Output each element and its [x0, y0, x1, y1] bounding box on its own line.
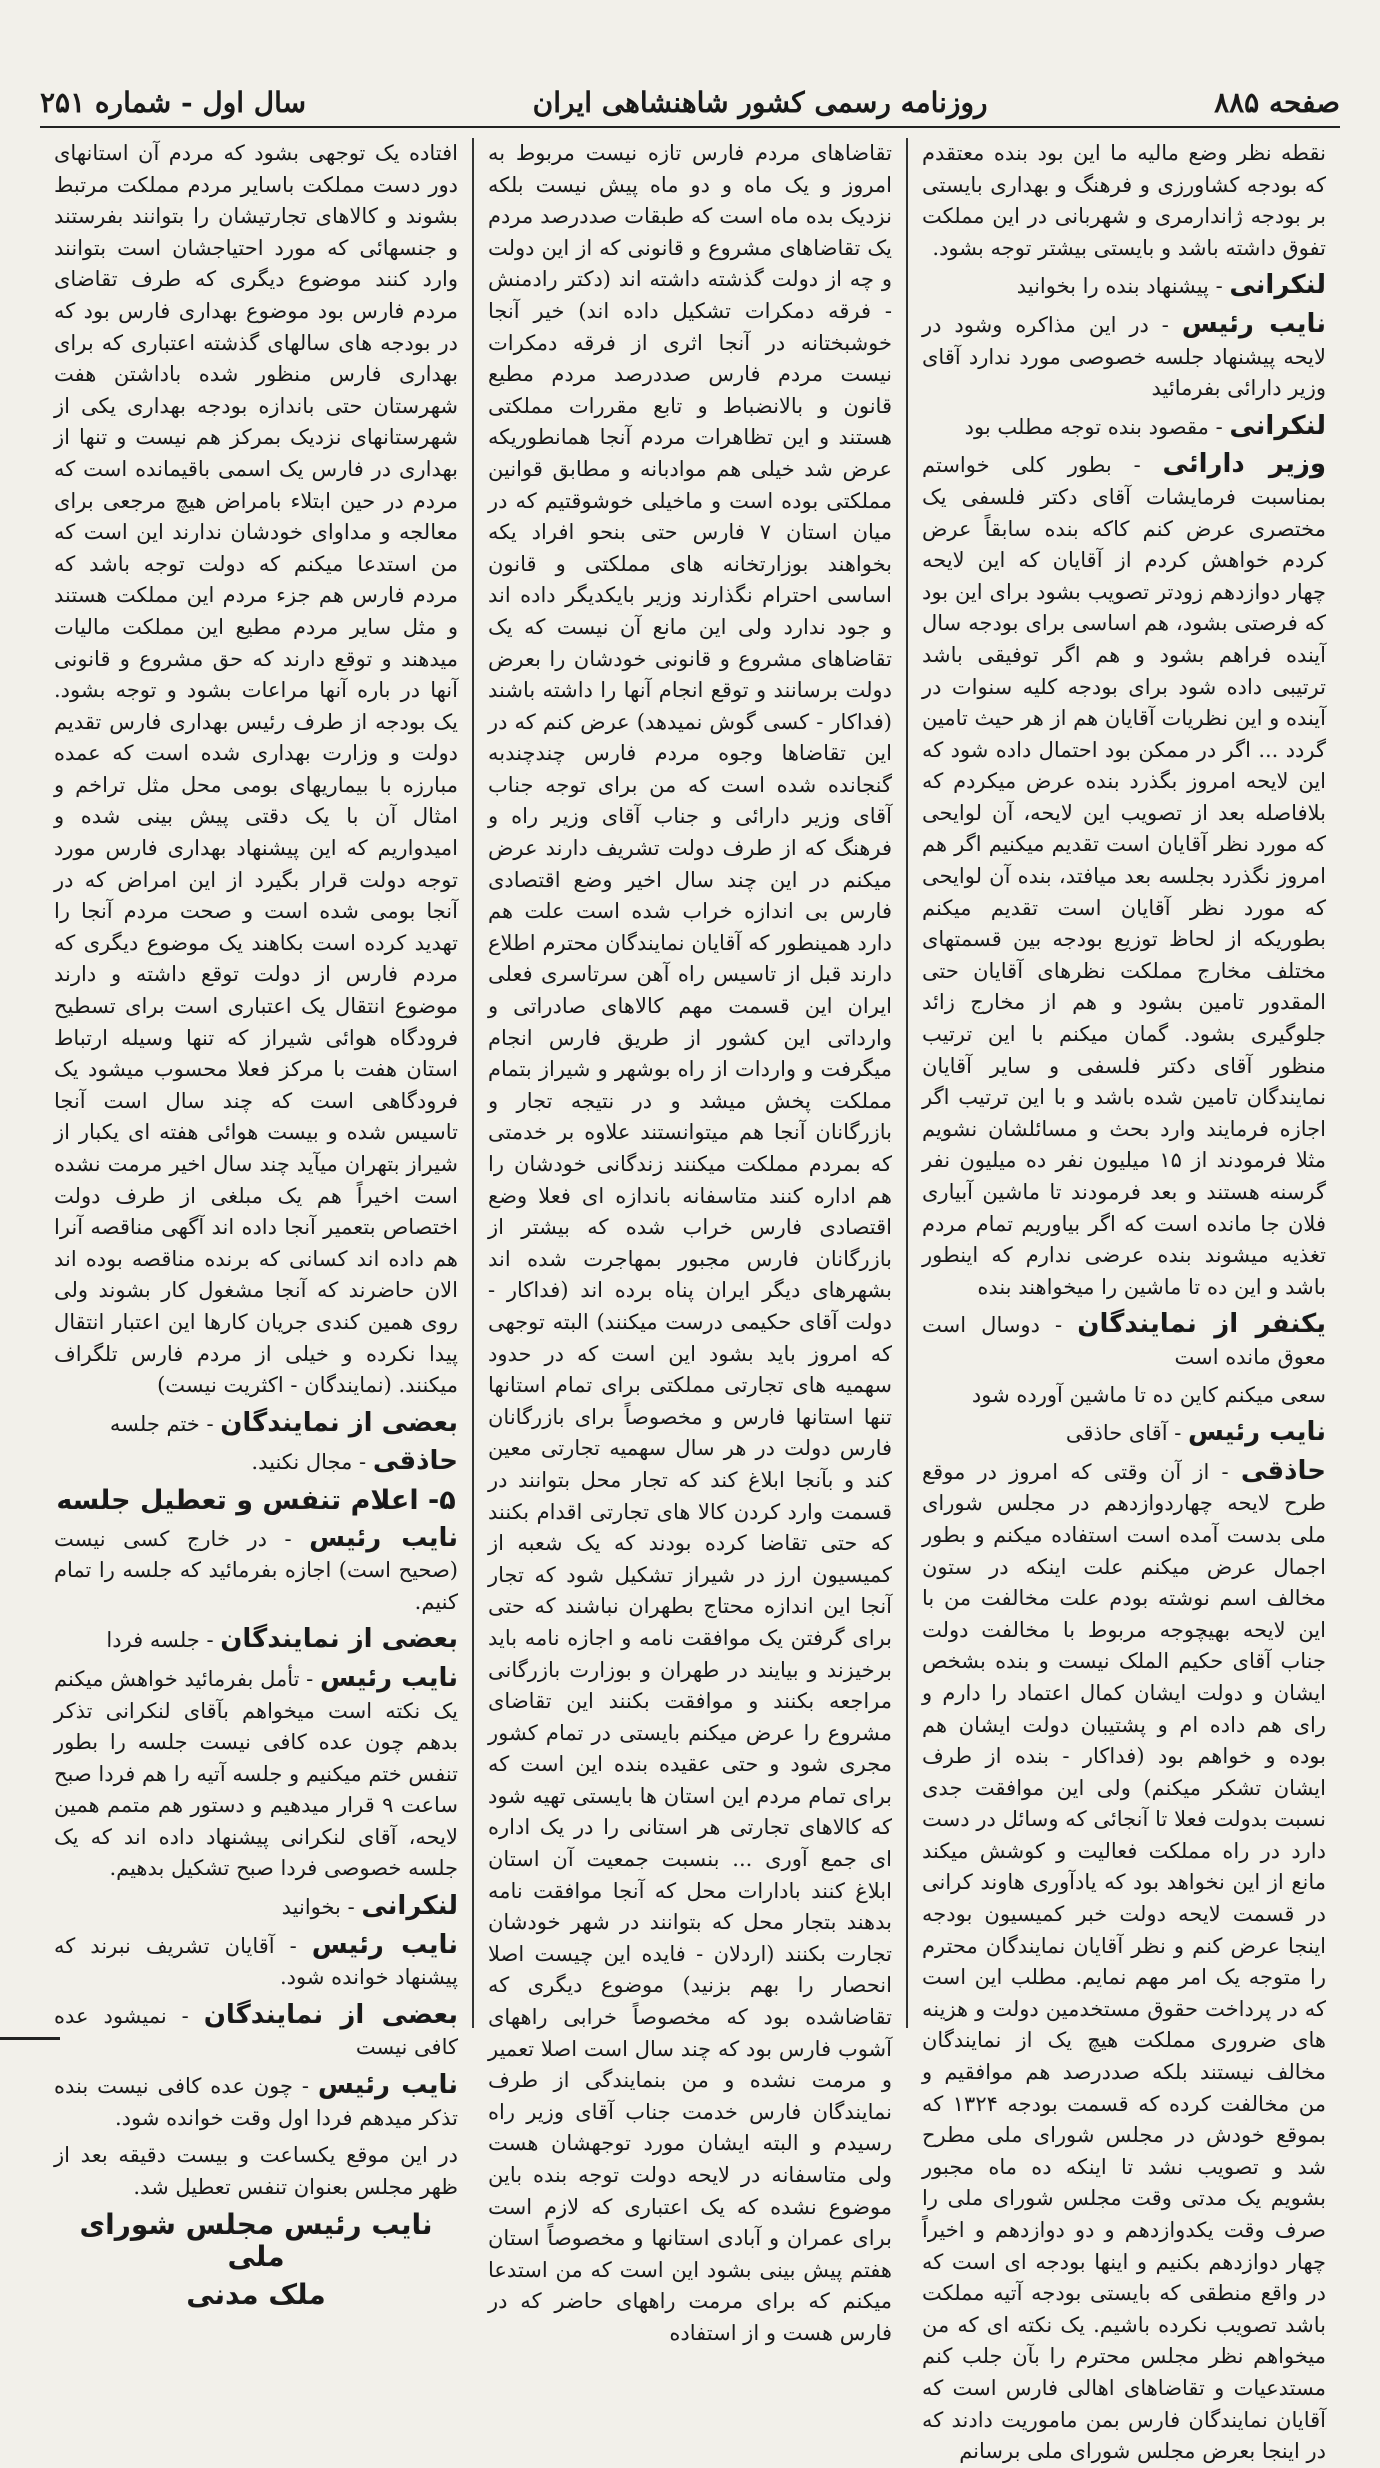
page-header — [40, 78, 1340, 128]
speaker-name: حاذقی — [1240, 1455, 1326, 1486]
speaker-name: وزیر دارائی — [1162, 449, 1326, 480]
body-paragraph: تقاضاهای مردم فارس تازه نیست مربوط به امروز و یک ماه و دو ماه پیش نیست بلکه نزدیک بده ماه است که طبقات صددرصد مردم یک تقاضاهای مشروع و قانونی که از این دولت و چه از دولت گذشته داشته اند (دکتر رادمنش - فرقه دمکرات تشکیل داده اند) خیر آنجا خوشبختانه در آنجا اثری از فرقه دمکرات نیست مردم فارس صددرصد مردم مطیع قانون و بالانضباط و تابع مقررات مملکتی هستند و این تظاهرات مردم آنجا همانطوریکه عرض شد خیلی هم موادبانه و مطابق قوانین مملکتی بوده است و ماخیلی خوشوقتیم که در میان استان ۷ فارس حتی بنحو افراد یکه بخواهند بوزارتخانه های مملکتی و قانون اساسی احترام نگذارند وزیر بایکدیگر داده اند و جود ندارد ولی این مانع آن نیست که یک تقاضاهای مشروع و قانونی خودشان را بعرض دولت برسانند و توقع انجام آنها را داشته باشند (فداکار - کسی گوش نمیدهد) عرض کنم که در این تقاضاها وجوه مردم فارس چندچندبه گنجانده شده است که من برای توجه جناب آقای وزیر دارائی و جناب آقای وزیر راه و فرهنگ که از طرف دولت تشریف دارند عرض میکنم در این چند سال اخیر وضع اقتصادی فارس بی اندازه خراب شده است علت هم دارد همینطور که آقایان نمایندگان محترم اطلاع دارند قبل از تاسیس راه آهن سرتاسری فعلی ایران این قسمت مهم کالاهای صادراتی و وارداتی این کشور از طریق فارس انجام میگرفت و واردات از راه بوشهر و شیراز بتمام مملکت پخش میشد و در نتیجه تجار و بازرگانان آنجا هم میتوانستند علاوه بر خدمتی که بمردم مملکت میکنند زندگانی خودشان را هم اداره کنند متاسفانه باندازه ای فعلا وضع اقتصادی فارس خراب شده که بیشتر از بازرگانان فارس مجبور بمهاجرت شده اند بشهرهای دیگر ایران پناه برده اند (فداکار - دولت آقای حکیمی درست میکنند) البته توجهی که امروز باید بشود این است که در حدود سهمیه های تجارتی مملکتی برای تمام استانها تنها استانها فارس و مخصوصاً برای بازرگانان فارس دولت در هر سال سهمیه تجارتی معین کند و بآنجا ابلاغ کند که تجار محل بتوانند در قسمت وارد کردن کالا های تجارتی اقدام بکنند که حتی تقاضا کرده بودند که یک شعبه از کمیسیون ارز در شیراز تشکیل شود که تجار آنجا این اندازه محتاج بطهران نباشند که حتی برای گرفتن یک موافقت نامه و اجازه نامه باید برخیزند و بیایند در طهران و بوزارت بازرگانی مراجعه بکنند و موافقت بکنند این تقاضای مشروع را عرض میکنم بایستی در تمام کشور مجری شود و حتی عقیده بنده این است که برای تمام مردم این استان ها بایستی تهیه شود که کالاهای تجارتی هر استانی را در یک اداره ای جمع آوری ... بنسبت جمعیت آن استان ابلاغ کنند بادارات محل که آنجا موافقت نامه بدهند بتجار محل که بتوانند در شهر خودشان تجارت بکنند (اردلان - فایده این چیست اصلا انحصار را بهم بزنید) موضوع دیگری که تقاضاشده بود که مخصوصاً خرابی راههای آشوب فارس بود که چند سال است اصلا تعمیر و مرمت نشده و من بنمایندگی از طرف نمایندگان فارس خدمت جناب آقای وزیر راه رسیدم و البته ایشان مورد توجهشان هست ولی متاسفانه در لایحه دولت توجه بنده باین موضوع نشده که یک اعتباری که لازم است برای عمران و آبادی استانها و مخصوصاً استان هفتم پیش بینی بشود این است که من استدعا میکنم که برای مرمت راههای حاضر که در فارس هست و از استفاده — [488, 141, 893, 2345]
speaker-paragraph: لنکرانی - مقصود بنده توجه مطلب بود — [964, 410, 1326, 441]
speaker-paragraph: حاذقی - مجال نکنید. — [251, 1446, 458, 1477]
speaker-name: بعضی از نمایندگان — [203, 1999, 458, 2030]
speaker-paragraph: نایب رئیس - آقایان تشریف نبرند که پیشنهاد خوانده شود. — [54, 1929, 458, 1990]
speaker-paragraph: نایب رئیس - تأمل بفرمائید خواهش میکنم یک نکته است میخواهم بآقای لنکرانی تذکر بدهم چون عده کافی نیست جلسه را بطور تنفس ختم میکنیم و جلسه آتیه را هم فردا صبح ساعت ۹ قرار میدهیم و دستور هم متمم همین لایحه، آقای لنکرانی پیشنهاد داده اند که یک جلسه خصوصی فردا صبح تشکیل بدهیم. — [54, 1662, 459, 1881]
speaker-name: نایب رئیس — [320, 1662, 459, 1693]
speaker-name: نایب رئیس — [1181, 308, 1326, 339]
speaker-name: یکنفر از نمایندگان — [1077, 1309, 1327, 1340]
speaker-paragraph: یکنفر از نمایندگان - دوسال است معوق مانده است — [922, 1309, 1327, 1369]
column-left — [40, 138, 474, 2311]
corner-mark — [0, 2037, 60, 2040]
speaker-name: بعضی از نمایندگان — [220, 1624, 458, 1655]
newspaper-page — [40, 78, 1340, 2464]
speaker-paragraph: حاذقی - از آن وقتی که امروز در موقع طرح لایحه چهاردوازدهم در مجلس شورای ملی بدست آمده است استفاده میکنم و بطور اجمال عرض میکنم علت اینکه در ستون مخالف اسم نوشته بودم علت مخالفت من با این لایحه بهیچوجه مربوط با مخالفت دولت جناب آقای حکیم الملک نیست و بنده بشخص ایشان و دولت ایشان کمال اعتماد را دارم و رای هم داده ام و پشتیبان دولت ایشان هم بوده و خواهم بود (فداکار - بنده از طرف ایشان تشکر میکنم) ولی این موافقت جدی نسبت بدولت فعلا تا آنجائی که وسائل در دست دارد در راه مملکت فعالیت و کوشش میکند مانع از این نخواهد بود که یادآوری هاوند کرانی در قسمت لایحه دولت خبر کمیسیون بودجه اینجا عرض کنم و نظر آقایان نمایندگان محترم را متوجه یک امر مهم نمایم. مطلب این است که در پرداخت حقوق مستخدمین دولت و هزینه های ضروری مملکت هیچ یک از نمایندگان مخالف نیستند بلکه صددرصد هم موافقیم و من مخالفت کرده که قسمت بودجه ۱۳۲۴ که بموقع خودش در مجلس شورای ملی مطرح شد و تصویب نشد تا اینکه ده ماه مجبور بشویم یک مدتی وقت مجلس شورای ملی را صرف وقت یکدوازدهم و دو دوازدهم و اخیراً چهار دوازدهم بکنیم و اینها بودجه ای است که در واقع منطقی که بایستی بودجه آتیه مملکت باشد تصویب نکرده باشیم. یک نکته ای که من میخواهم نظر مجلس محترم را بآن جلب کنم مستدعیات و تقاضاهای اهالی فارس است که آقایان نمایندگان فارس بمن ماموریت دادند که در اینجا بعرض مجلس شورای ملی برسانم — [922, 1455, 1326, 2464]
speaker-paragraph: نایب رئیس - چون عده کافی نیست بنده تذکر میدهم فردا اول وقت خوانده شود. — [54, 2070, 459, 2130]
speaker-name: لنکرانی — [361, 1891, 458, 1922]
speaker-paragraph: لنکرانی - پیشنهاد بنده را بخوانید — [1016, 270, 1326, 301]
section-title: ۵- اعلام تنفس و تعطیل جلسه — [56, 1484, 456, 1516]
signature: نایب رئیس مجلس شورای ملی — [79, 2208, 433, 2273]
issue-label: سال اول - شماره ۲۵۱ — [40, 85, 307, 119]
body-paragraph: افتاده یک توجهی بشود که مردم آن استانهای دور دست مملکت باسایر مردم مملکت مرتبط بشوند و کالاهای تجارتیشان را بتوانند بفرستند و جنسهائی که مورد احتیاجشان است بتوانند وارد کنند موضوع دیگری که طرف تقاضای مردم فارس بود موضوع بهداری فارس بود که در بودجه های سالهای گذشته اعتباری که برای بهداری فارس منظور شده باداشتن هفت شهرستان حتی باندازه بودجه بهداری یکی از شهرستانهای نزدیک بمرکز هم نیست و تنها از بهداری در فارس یک اسمی باقیمانده است که مردم در حین ابتلاء بامراض هیچ مرجعی برای معالجه و مداوای خودشان ندارند این است که من استدعا میکنم که دولت توجه باشد که مردم فارس هم جزء مردم این مملکت هستند و مثل سایر مردم مطیع این مملکت مالیات میدهند و توقع دارند که حق مشروع و قانونی آنها در باره آنها مراعات بشود و توجه بشود. یک بودجه از طرف رئیس بهداری فارس تقدیم دولت و وزارت بهداری شده است که عمده مبارزه با بیماریهای بومی محل مثل تراخم و امثال آن با یک دقتی پیش بینی شده و امیدواریم که این پیشنهاد بهداری فارس مورد توجه دولت قرار بگیرد از این امراض که در آنجا بومی شده است و صحت مردم آنجا را تهدید کرده است بکاهند یک موضوع دیگری که مردم فارس از دولت توقع داشته و دارند موضوع انتقال یک اعتباری است برای تسطیح فرودگاه هوائی شیراز که تنها وسیله ارتباط استان هفت با مرکز فعلا محسوب میشود یک فرودگاهی است که چند سال است آنجا تاسیس شده و بیست هوائی هفته ای یکبار از شیراز بتهران میآید چند سال اخیر مرمت نشده است اخیراً هم یک مبلغی از طرف دولت اختصاص بتعمیر آنجا داده اند آگهی مناقصه آنرا هم داده اند کسانی که برنده مناقصه بوده اند الان حاضرند که آنجا مشغول کار بشوند ولی روی همین کندی جریان کارها این اعتبار انتقال پیدا نکرده و خیلی از مردم فارس تلگراف میکنند. (نمایندگان - اکثریت نیست) — [54, 141, 458, 1398]
speaker-paragraph: بعضی از نمایندگان - نمیشود عده کافی نیست — [54, 1999, 458, 2060]
body-paragraph: سعی میکنم کاین ده تا ماشین آورده شود — [971, 1382, 1326, 1407]
speaker-paragraph: لنکرانی - بخوانید — [281, 1891, 458, 1922]
speaker-paragraph: بعضی از نمایندگان - ختم جلسه — [109, 1407, 458, 1438]
speaker-name: نایب رئیس — [317, 2070, 459, 2101]
columns — [40, 138, 1340, 2464]
paper-title: روزنامه رسمی کشور شاهنشاهی ایران — [532, 85, 988, 119]
speaker-name: نایب رئیس — [311, 1929, 458, 1960]
speaker-paragraph: نایب رئیس - در خارج کسی نیست (صحیح است) اجازه بفرمائید که جلسه را تمام کنیم. — [54, 1522, 459, 1614]
speaker-paragraph: نایب رئیس - آقای حاذقی — [1065, 1417, 1326, 1448]
column-right — [908, 138, 1340, 2464]
speaker-paragraph: نایب رئیس - در این مذاکره وشود در لایحه پیشنهاد جلسه خصوصی مورد ندارد آقای وزیر دارائی بفرمائید — [922, 308, 1326, 401]
body-paragraph: نقطه نظر وضع مالیه ما این بود بنده معتقدم که بودجه کشاورزی و فرهنگ و بهداری بایستی بر بودجه ژاندارمری و شهربانی در این مملکت تفوق داشته باشد و بایستی بیشتر توجه بشود. — [922, 141, 1326, 260]
speaker-name: لنکرانی — [1229, 270, 1326, 301]
signature: ملک مدنی — [186, 2277, 326, 2311]
speaker-paragraph: بعضی از نمایندگان - جلسه فردا — [106, 1624, 458, 1655]
page-number: صفحه ۸۸۵ — [1214, 85, 1340, 119]
speaker-name: نایب رئیس — [309, 1522, 459, 1553]
speaker-name: لنکرانی — [1229, 410, 1326, 441]
speaker-name: بعضی از نمایندگان — [220, 1407, 458, 1438]
speaker-paragraph: وزیر دارائی - بطور کلی خواستم بمناسبت فرمایشات آقای دکتر فلسفی یک مختصری عرض کنم کاکه بنده سابقاً عرض کردم خواهش کردم از آقایان که این لایحه چهار دوازدهم زودتر تصویب بشود برای این بود که فرصتی بشود، هم اساسی برای بودجه سال آینده فراهم بشود و هم اگر توفیقی باشد ترتیبی داده شود برای بودجه کلیه سنوات در آینده و این نظریات آقایان هم از هر حیث تامین گردد ... اگر در ممکن بود احتمال داده شود که این لایحه امروز بگذرد بنده عرض میکردم که بلافاصله بعد از تصویب این لایحه، آن لوایحی که مورد نظر آقایان است تقدیم میکنیم اگر هم امروز نگذرد بجلسه بعد میافتد، بنده آن لوایحی که مورد نظر آقایان است تقدیم میکنم بطوریکه از لحاظ توزیع بودجه بین قسمتهای مختلف مخارج مملکت نظرهای آقایان حتی المقدور تامین بشود و هم از مخارج زائد جلوگیری بشود. گمان میکنم با این ترتیب منظور آقای دکتر فلسفی و سایر آقایان نمایندگان تامین شده باشد و با این ترتیب اگر اجازه فرمایند وارد بحث و مسائلشان نشویم مثلا فرمودند از ۱۵ میلیون نفر ده میلیون نفر گرسنه هستند و بعد فرمودند تا ماشین آبیاری فلان جا مانده است که اگر بیاوریم تمام مردم تغذیه میشوند بنده عرضی ندارم که اینطور باشد و این ده تا ماشین را میخواهند بنده — [922, 449, 1327, 1299]
speaker-name: نایب رئیس — [1188, 1417, 1326, 1448]
column-middle — [474, 138, 908, 2345]
speaker-name: حاذقی — [372, 1446, 458, 1477]
body-paragraph: در این موقع یکساعت و بیست دقیقه بعد از ظهر مجلس بعنوان تنفس تعطیل شد. — [54, 2143, 458, 2199]
